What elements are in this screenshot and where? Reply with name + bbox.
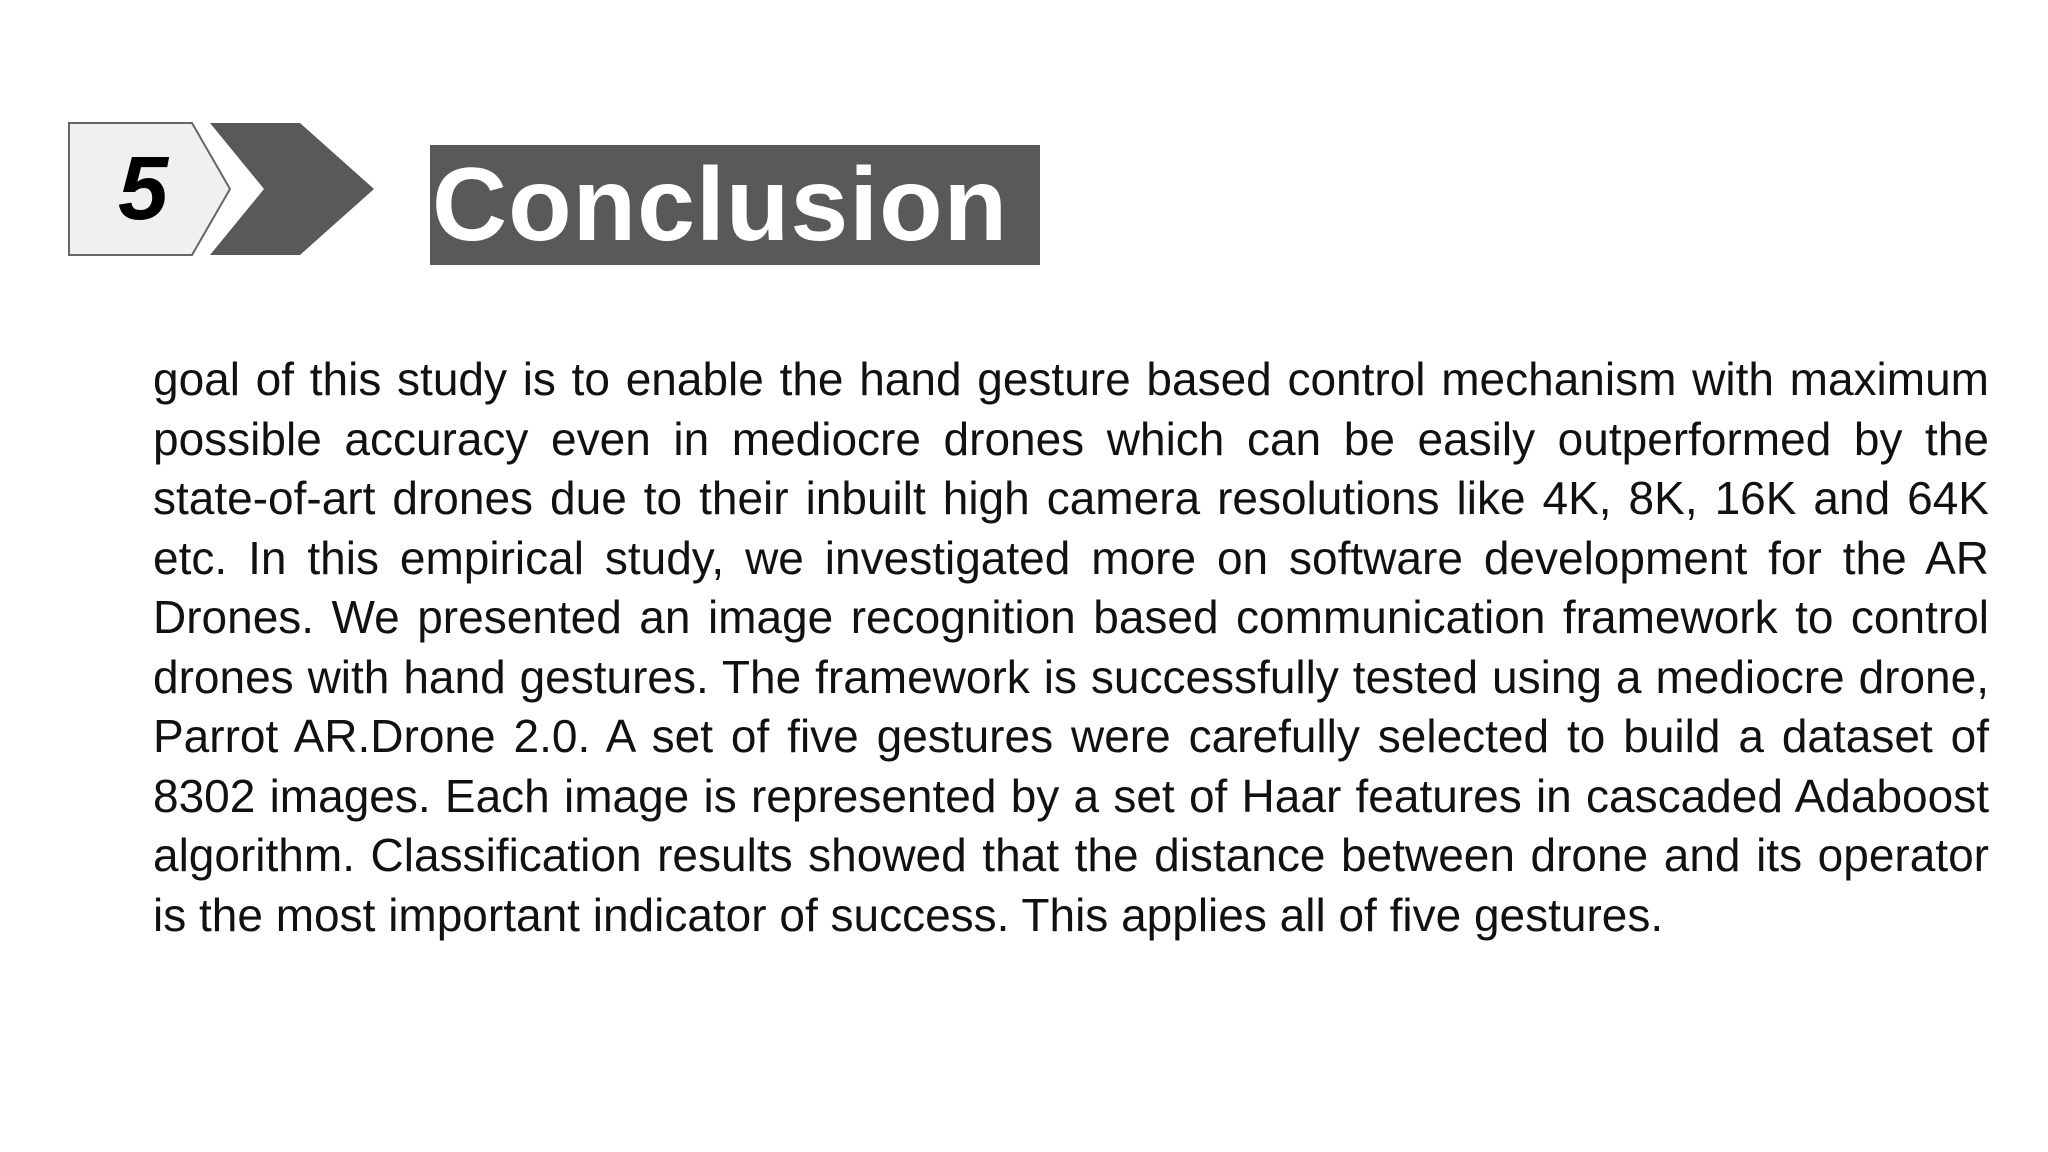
conclusion-paragraph: goal of this study is to enable the hand gesture based control mechanism with maximum possible accuracy even in mediocre drones which can be easily outperformed by the state-of-art drones due to their inbuilt high camera resolutions like 4K, 8K, 16K and 64K etc. In this empirical study, we investigated more on software development for the AR Drones. We presented an image recognition based communication framework to control drones with hand gestures. The framework is successfully tested using a mediocre drone, Parrot AR.Drone 2.0. A set of five gestures were carefully selected to build a dataset of 8302 images. Each image is represented by a set of Haar features in cascaded Adaboost algorithm. Classification results showed that the distance between drone and its operator is the most important indicator of success. This applies all of five gestures. bbox=[153, 353, 1989, 941]
section-title-banner bbox=[430, 145, 1040, 265]
chevron-arrow-icon bbox=[210, 123, 374, 255]
section-title: Conclusion bbox=[432, 147, 1009, 263]
section-number: 5 bbox=[117, 139, 169, 239]
